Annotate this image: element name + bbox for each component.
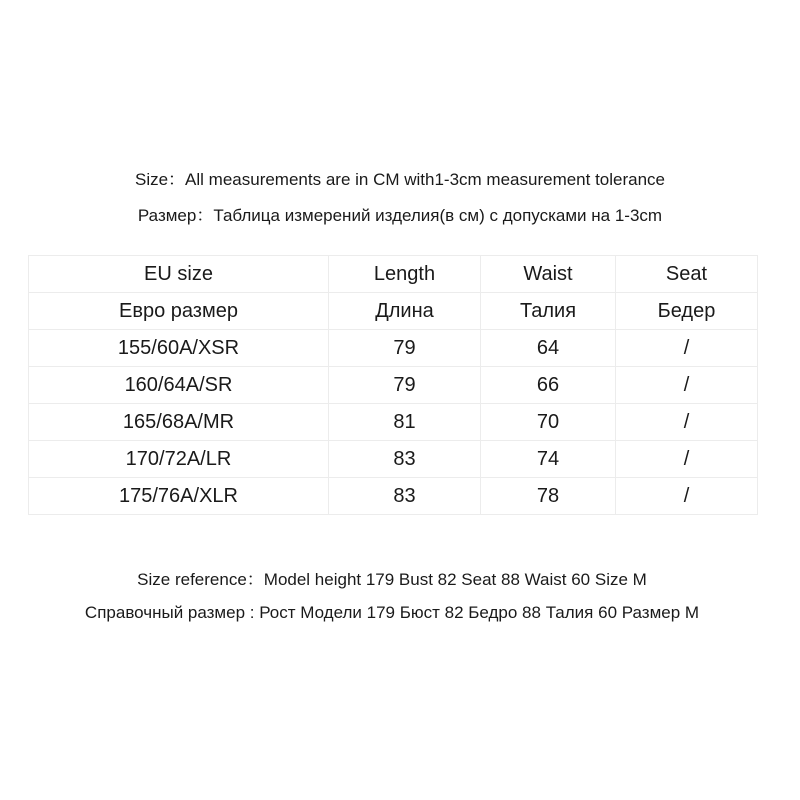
size-cell: 175/76A/XLR [29,478,329,515]
seat-cell: / [616,441,758,478]
header-row-russian [29,293,758,330]
column-header-waist: Waist [481,256,616,293]
waist-cell: 74 [481,441,616,478]
column-header-seat: Seat [616,256,758,293]
size-cell: 160/64A/SR [29,367,329,404]
column-header-length-ru: Длина [329,293,481,330]
column-header-seat-ru: Бедер [616,293,758,330]
column-header-length: Length [329,256,481,293]
column-header-eu-size-ru: Евро размер [29,293,329,330]
size-cell: 170/72A/LR [29,441,329,478]
size-cell: 165/68A/MR [29,404,329,441]
waist-cell: 78 [481,478,616,515]
model-size-reference-english: Size reference：Model height 179 Bust 82 Seat 88 Waist 60 Size M [137,570,647,589]
table-row [29,478,758,515]
size-cell: 155/60A/XSR [29,330,329,367]
table-row [29,367,758,404]
length-cell: 81 [329,404,481,441]
size-chart-table [28,255,758,515]
table-row [29,441,758,478]
length-cell: 79 [329,330,481,367]
length-cell: 83 [329,478,481,515]
seat-cell: / [616,367,758,404]
column-header-waist-ru: Талия [481,293,616,330]
table-row [29,404,758,441]
length-cell: 83 [329,441,481,478]
column-header-eu-size: EU size [29,256,329,293]
tolerance-note-english: Size：All measurements are in CM with1-3cm measurement tolerance [134,170,666,189]
length-cell: 79 [329,367,481,404]
waist-cell: 70 [481,404,616,441]
seat-cell: / [616,478,758,515]
seat-cell: / [616,330,758,367]
waist-cell: 66 [481,367,616,404]
waist-cell: 64 [481,330,616,367]
tolerance-note-russian: Размер：Таблица измерений изделия(в см) с допусками на 1-3cm [137,206,663,225]
seat-cell: / [616,404,758,441]
table-row [29,330,758,367]
header-row-english [29,256,758,293]
model-size-reference-russian: Справочный размер : Рост Модели 179 Бюст 82 Бедро 88 Талия 60 Размер M [84,603,700,622]
